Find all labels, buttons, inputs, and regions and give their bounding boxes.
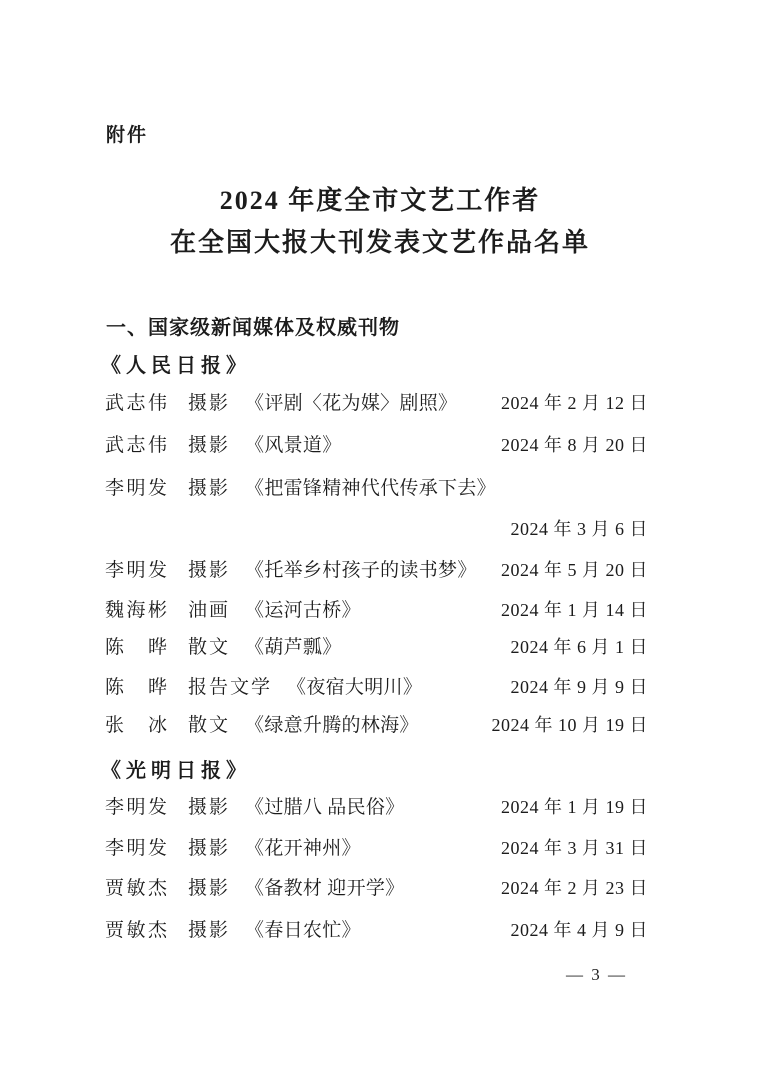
entry-work-title: 《托举乡村孩子的读书梦》	[245, 560, 477, 581]
attachment-label: 附件	[106, 125, 149, 146]
entry-row	[105, 677, 648, 698]
entry-category: 摄影	[188, 920, 231, 941]
entry-author: 贾敏杰	[105, 920, 167, 941]
entry-author: 武志伟	[105, 435, 167, 456]
entry-work-title: 《运河古桥》	[245, 600, 361, 621]
entry-author: 贾敏杰	[105, 878, 167, 899]
document-title	[0, 180, 760, 264]
entry-work-title: 《评剧〈花为媒〉剧照》	[245, 393, 458, 414]
entry-row	[105, 637, 648, 658]
entry-date: 2024 年 4 月 9 日	[510, 920, 648, 940]
entry-row	[105, 920, 648, 941]
entry-date: 2024 年 6 月 1 日	[510, 637, 648, 657]
entry-category: 摄影	[188, 478, 231, 499]
entry-category: 散文	[188, 715, 231, 736]
entry-category: 摄影	[188, 435, 231, 456]
entry-date: 2024 年 3 月 6 日	[510, 519, 648, 539]
document-title-line2: 在全国大报大刊发表文艺作品名单	[169, 228, 590, 257]
page-number: — 3 —	[566, 965, 627, 984]
entry-author: 李明发	[105, 478, 167, 499]
entry-category: 报告文学	[188, 677, 273, 698]
entry-category: 摄影	[188, 393, 231, 414]
entry-date: 2024 年 10 月 19 日	[491, 715, 648, 735]
entry-row	[105, 715, 648, 736]
entry-author: 魏海彬	[105, 600, 167, 621]
entry-date: 2024 年 2 月 12 日	[501, 393, 648, 413]
entry-work-title: 《春日农忙》	[245, 920, 361, 941]
entry-work-title: 《风景道》	[245, 435, 342, 456]
entry-category: 摄影	[188, 838, 231, 859]
entry-date-continuation-row	[105, 519, 648, 540]
entry-row	[105, 878, 648, 899]
entry-category: 摄影	[188, 560, 231, 581]
entry-work-title: 《花开神州》	[245, 838, 361, 859]
entry-date: 2024 年 3 月 31 日	[501, 838, 648, 858]
entry-row	[105, 560, 648, 581]
publication-heading-renmin-ribao: 《人民日报》	[101, 355, 251, 377]
entry-row	[105, 838, 648, 859]
entry-category: 油画	[188, 600, 231, 621]
entry-row	[105, 435, 648, 456]
entry-date: 2024 年 5 月 20 日	[501, 560, 648, 580]
entry-date: 2024 年 2 月 23 日	[501, 878, 648, 898]
entry-row	[105, 478, 648, 499]
entry-author: 李明发	[105, 560, 167, 581]
entry-work-title: 《备教材 迎开学》	[245, 878, 405, 899]
entry-date: 2024 年 1 月 14 日	[501, 600, 648, 620]
section-heading: 一、国家级新闻媒体及权威刊物	[106, 317, 400, 339]
entry-work-title: 《过腊八 品民俗》	[245, 797, 405, 818]
entry-work-title: 《葫芦瓢》	[245, 637, 342, 658]
entry-row	[105, 797, 648, 818]
publication-heading-guangming-ribao: 《光明日报》	[101, 760, 251, 782]
entry-work-title: 《夜宿大明川》	[287, 677, 423, 698]
entry-date: 2024 年 1 月 19 日	[501, 797, 648, 817]
entry-work-title: 《把雷锋精神代代传承下去》	[245, 478, 496, 499]
entry-category: 散文	[188, 637, 231, 658]
entry-author: 李明发	[105, 838, 167, 859]
entry-author: 陈晔	[105, 637, 167, 658]
entry-date: 2024 年 8 月 20 日	[501, 435, 648, 455]
entry-category: 摄影	[188, 797, 231, 818]
entry-category: 摄影	[188, 878, 231, 899]
entry-work-title: 《绿意升腾的林海》	[245, 715, 419, 736]
entry-author: 张冰	[105, 715, 167, 736]
entry-date: 2024 年 9 月 9 日	[510, 677, 648, 697]
entry-author: 陈晔	[105, 677, 167, 698]
entry-author: 李明发	[105, 797, 167, 818]
entry-author: 武志伟	[105, 393, 167, 414]
entry-row	[105, 393, 648, 414]
document-title-line1: 2024 年度全市文艺工作者	[219, 186, 541, 215]
entry-row	[105, 600, 648, 621]
